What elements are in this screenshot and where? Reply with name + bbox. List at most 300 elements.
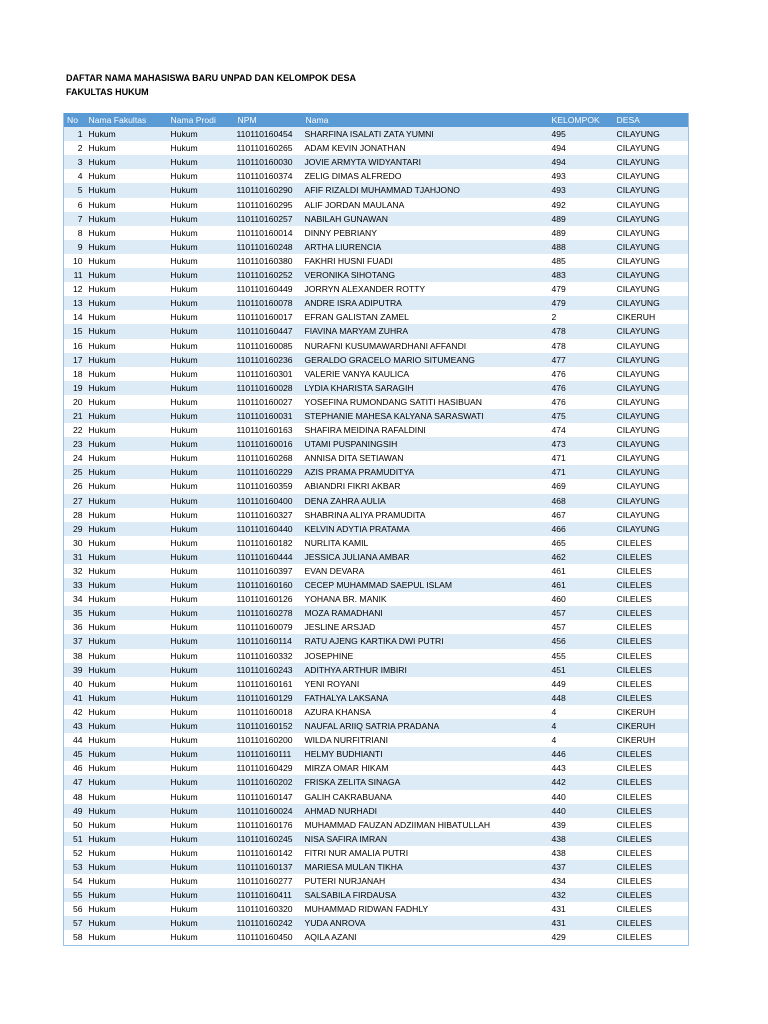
cell-no: 15 [64,324,86,338]
cell-desa: CILELES [614,634,689,648]
cell-npm: 110110160161 [235,677,303,691]
cell-nama-fakultas: Hukum [86,465,168,479]
cell-nama: ADITHYA ARTHUR IMBIRI [303,663,549,677]
cell-kelompok: 485 [549,254,614,268]
cell-nama: ANNISA DITA SETIAWAN [303,451,549,465]
cell-npm: 110110160447 [235,324,303,338]
table-row [64,846,689,860]
cell-npm: 110110160454 [235,127,303,141]
cell-desa: CILAYUNG [614,395,689,409]
cell-kelompok: 475 [549,409,614,423]
cell-no: 11 [64,268,86,282]
cell-nama-prodi: Hukum [168,268,235,282]
cell-nama-prodi: Hukum [168,649,235,663]
cell-kelompok: 446 [549,747,614,761]
cell-nama: MOZA RAMADHANI [303,606,549,620]
cell-nama-fakultas: Hukum [86,494,168,508]
table-row [64,733,689,747]
cell-npm: 110110160277 [235,874,303,888]
cell-nama-prodi: Hukum [168,536,235,550]
cell-nama-prodi: Hukum [168,508,235,522]
cell-no: 45 [64,747,86,761]
cell-nama-prodi: Hukum [168,381,235,395]
cell-desa: CILELES [614,832,689,846]
cell-npm: 110110160359 [235,479,303,493]
cell-nama: NURAFNI KUSUMAWARDHANI AFFANDI [303,339,549,353]
cell-no: 18 [64,367,86,381]
cell-nama: ADAM KEVIN JONATHAN [303,141,549,155]
cell-nama-fakultas: Hukum [86,930,168,945]
cell-kelompok: 431 [549,902,614,916]
cell-no: 55 [64,888,86,902]
table-row [64,677,689,691]
cell-npm: 110110160257 [235,212,303,226]
cell-nama: JOVIE ARMYTA WIDYANTARI [303,155,549,169]
cell-npm: 110110160152 [235,719,303,733]
cell-no: 48 [64,790,86,804]
cell-nama: YOHANA BR. MANIK [303,592,549,606]
cell-npm: 110110160450 [235,930,303,945]
cell-nama-fakultas: Hukum [86,705,168,719]
cell-no: 41 [64,691,86,705]
cell-kelompok: 451 [549,663,614,677]
cell-no: 5 [64,183,86,197]
cell-desa: CILELES [614,564,689,578]
cell-nama-prodi: Hukum [168,550,235,564]
cell-no: 58 [64,930,86,945]
cell-nama: ANDRE ISRA ADIPUTRA [303,296,549,310]
cell-nama-prodi: Hukum [168,874,235,888]
cell-kelompok: 494 [549,155,614,169]
table-row [64,367,689,381]
cell-nama-prodi: Hukum [168,592,235,606]
cell-no: 50 [64,818,86,832]
cell-npm: 110110160126 [235,592,303,606]
cell-kelompok: 455 [549,649,614,663]
cell-no: 34 [64,592,86,606]
cell-kelompok: 495 [549,127,614,141]
cell-nama-prodi: Hukum [168,494,235,508]
table-row [64,832,689,846]
cell-nama: ZELIG DIMAS ALFREDO [303,169,549,183]
cell-nama-fakultas: Hukum [86,747,168,761]
cell-nama-prodi: Hukum [168,663,235,677]
cell-kelompok: 439 [549,818,614,832]
cell-nama-prodi: Hukum [168,832,235,846]
cell-nama: AZIS PRAMA PRAMUDITYA [303,465,549,479]
cell-desa: CIKERUH [614,310,689,324]
cell-nama: NABILAH GUNAWAN [303,212,549,226]
cell-nama-prodi: Hukum [168,254,235,268]
cell-nama-fakultas: Hukum [86,183,168,197]
cell-desa: CILAYUNG [614,437,689,451]
cell-desa: CILAYUNG [614,324,689,338]
cell-kelompok: 476 [549,395,614,409]
cell-desa: CILELES [614,606,689,620]
cell-nama-fakultas: Hukum [86,592,168,606]
cell-npm: 110110160400 [235,494,303,508]
cell-no: 51 [64,832,86,846]
cell-npm: 110110160137 [235,860,303,874]
cell-desa: CILAYUNG [614,451,689,465]
header-nama: Nama [303,113,549,127]
cell-desa: CILAYUNG [614,296,689,310]
cell-nama-fakultas: Hukum [86,536,168,550]
cell-nama-fakultas: Hukum [86,395,168,409]
table-row [64,465,689,479]
cell-kelompok: 473 [549,437,614,451]
cell-nama-prodi: Hukum [168,409,235,423]
cell-nama: STEPHANIE MAHESA KALYANA SARASWATI [303,409,549,423]
cell-desa: CILELES [614,536,689,550]
cell-nama-fakultas: Hukum [86,254,168,268]
cell-nama-prodi: Hukum [168,606,235,620]
cell-npm: 110110160397 [235,564,303,578]
cell-nama: JORRYN ALEXANDER ROTTY [303,282,549,296]
cell-no: 54 [64,874,86,888]
table-row [64,395,689,409]
cell-nama: SALSABILA FIRDAUSA [303,888,549,902]
cell-npm: 110110160160 [235,578,303,592]
cell-npm: 110110160176 [235,818,303,832]
cell-desa: CILELES [614,578,689,592]
cell-nama-fakultas: Hukum [86,240,168,254]
cell-desa: CILAYUNG [614,155,689,169]
cell-nama: YUDA ANROVA [303,916,549,930]
table-row [64,353,689,367]
cell-no: 36 [64,620,86,634]
cell-nama: FIAVINA MARYAM ZUHRA [303,324,549,338]
cell-kelompok: 466 [549,522,614,536]
cell-kelompok: 431 [549,916,614,930]
cell-no: 6 [64,198,86,212]
cell-nama-prodi: Hukum [168,465,235,479]
header-desa: DESA [614,113,689,127]
cell-kelompok: 489 [549,226,614,240]
cell-desa: CILELES [614,663,689,677]
cell-nama-prodi: Hukum [168,804,235,818]
cell-nama-prodi: Hukum [168,846,235,860]
cell-npm: 110110160278 [235,606,303,620]
cell-nama-fakultas: Hukum [86,804,168,818]
cell-no: 53 [64,860,86,874]
cell-nama-prodi: Hukum [168,747,235,761]
cell-kelompok: 457 [549,620,614,634]
header-kelompok: KELOMPOK [549,113,614,127]
cell-npm: 110110160114 [235,634,303,648]
cell-nama-fakultas: Hukum [86,296,168,310]
cell-nama: HELMY BUDHIANTI [303,747,549,761]
table-row [64,212,689,226]
cell-nama-prodi: Hukum [168,367,235,381]
table-row [64,719,689,733]
cell-no: 3 [64,155,86,169]
cell-kelompok: 469 [549,479,614,493]
cell-desa: CILELES [614,860,689,874]
cell-nama-prodi: Hukum [168,733,235,747]
cell-nama: GERALDO GRACELO MARIO SITUMEANG [303,353,549,367]
cell-kelompok: 478 [549,339,614,353]
cell-desa: CIKERUH [614,733,689,747]
cell-npm: 110110160163 [235,423,303,437]
cell-nama-prodi: Hukum [168,522,235,536]
table-row [64,198,689,212]
table-row [64,409,689,423]
cell-desa: CILAYUNG [614,465,689,479]
cell-nama: NURLITA KAMIL [303,536,549,550]
cell-nama-prodi: Hukum [168,310,235,324]
cell-kelompok: 2 [549,310,614,324]
cell-nama-fakultas: Hukum [86,479,168,493]
table-row [64,620,689,634]
cell-npm: 110110160016 [235,437,303,451]
cell-nama: MUHAMMAD FAUZAN ADZIIMAN HIBATULLAH [303,818,549,832]
cell-no: 19 [64,381,86,395]
cell-kelompok: 461 [549,564,614,578]
table-row [64,874,689,888]
cell-nama-fakultas: Hukum [86,902,168,916]
table-row [64,451,689,465]
cell-no: 52 [64,846,86,860]
cell-nama-fakultas: Hukum [86,353,168,367]
cell-nama-prodi: Hukum [168,930,235,945]
cell-kelompok: 474 [549,423,614,437]
cell-kelompok: 479 [549,282,614,296]
cell-kelompok: 478 [549,324,614,338]
cell-npm: 110110160236 [235,353,303,367]
table-row [64,649,689,663]
table-row [64,930,689,945]
cell-nama-fakultas: Hukum [86,169,168,183]
cell-no: 49 [64,804,86,818]
cell-nama-fakultas: Hukum [86,381,168,395]
cell-desa: CILAYUNG [614,479,689,493]
cell-no: 29 [64,522,86,536]
cell-desa: CILAYUNG [614,268,689,282]
cell-nama: FRISKA ZELITA SINAGA [303,775,549,789]
cell-nama-prodi: Hukum [168,790,235,804]
cell-kelompok: 492 [549,198,614,212]
cell-nama: VERONIKA SIHOTANG [303,268,549,282]
cell-kelompok: 477 [549,353,614,367]
cell-no: 31 [64,550,86,564]
cell-desa: CILELES [614,592,689,606]
cell-npm: 110110160242 [235,916,303,930]
cell-kelompok: 460 [549,592,614,606]
cell-nama-prodi: Hukum [168,324,235,338]
table-row [64,437,689,451]
table-row [64,155,689,169]
table-row [64,254,689,268]
cell-npm: 110110160429 [235,761,303,775]
header-nama-fakultas: Nama Fakultas [86,113,168,127]
cell-kelompok: 440 [549,804,614,818]
cell-no: 13 [64,296,86,310]
cell-npm: 110110160031 [235,409,303,423]
cell-nama-fakultas: Hukum [86,324,168,338]
cell-desa: CILAYUNG [614,254,689,268]
cell-nama-prodi: Hukum [168,479,235,493]
cell-nama: NISA SAFIRA IMRAN [303,832,549,846]
cell-no: 32 [64,564,86,578]
document-title: DAFTAR NAMA MAHASISWA BARU UNPAD DAN KELOMPOK DESA [66,73,356,83]
cell-kelompok: 493 [549,183,614,197]
cell-nama-prodi: Hukum [168,127,235,141]
cell-nama-fakultas: Hukum [86,282,168,296]
cell-kelompok: 457 [549,606,614,620]
cell-nama-fakultas: Hukum [86,874,168,888]
cell-nama-prodi: Hukum [168,451,235,465]
cell-desa: CILAYUNG [614,226,689,240]
cell-nama: ALIF JORDAN MAULANA [303,198,549,212]
cell-npm: 110110160200 [235,733,303,747]
table-row [64,324,689,338]
cell-kelompok: 432 [549,888,614,902]
cell-npm: 110110160449 [235,282,303,296]
cell-desa: CILAYUNG [614,353,689,367]
cell-nama-prodi: Hukum [168,761,235,775]
cell-nama: SHARFINA ISALATI ZATA YUMNI [303,127,549,141]
cell-nama-fakultas: Hukum [86,578,168,592]
cell-nama-fakultas: Hukum [86,522,168,536]
cell-npm: 110110160265 [235,141,303,155]
cell-nama-fakultas: Hukum [86,564,168,578]
cell-nama-fakultas: Hukum [86,790,168,804]
cell-no: 17 [64,353,86,367]
cell-nama-fakultas: Hukum [86,818,168,832]
cell-nama-prodi: Hukum [168,155,235,169]
cell-no: 28 [64,508,86,522]
cell-nama-fakultas: Hukum [86,634,168,648]
cell-npm: 110110160295 [235,198,303,212]
cell-npm: 110110160078 [235,296,303,310]
cell-nama: FATHALYA LAKSANA [303,691,549,705]
cell-desa: CILAYUNG [614,381,689,395]
cell-no: 33 [64,578,86,592]
cell-nama: PUTERI NURJANAH [303,874,549,888]
cell-kelompok: 448 [549,691,614,705]
cell-desa: CILAYUNG [614,409,689,423]
cell-npm: 110110160030 [235,155,303,169]
cell-npm: 110110160327 [235,508,303,522]
cell-desa: CILAYUNG [614,282,689,296]
cell-desa: CILAYUNG [614,141,689,155]
cell-nama: AHMAD NURHADI [303,804,549,818]
cell-nama-fakultas: Hukum [86,550,168,564]
cell-nama-fakultas: Hukum [86,423,168,437]
cell-no: 25 [64,465,86,479]
table-row [64,550,689,564]
cell-kelompok: 4 [549,719,614,733]
cell-nama: YOSEFINA RUMONDANG SATITI HASIBUAN [303,395,549,409]
cell-no: 39 [64,663,86,677]
cell-no: 44 [64,733,86,747]
cell-nama: AFIF RIZALDI MUHAMMAD TJAHJONO [303,183,549,197]
cell-no: 57 [64,916,86,930]
cell-kelompok: 479 [549,296,614,310]
table-row [64,691,689,705]
cell-nama-prodi: Hukum [168,226,235,240]
cell-no: 21 [64,409,86,423]
cell-nama-prodi: Hukum [168,916,235,930]
table-row [64,606,689,620]
cell-kelompok: 483 [549,268,614,282]
cell-kelompok: 443 [549,761,614,775]
cell-npm: 110110160142 [235,846,303,860]
table-row [64,240,689,254]
cell-desa: CILAYUNG [614,183,689,197]
cell-npm: 110110160018 [235,705,303,719]
cell-kelompok: 437 [549,860,614,874]
student-table [63,113,689,946]
cell-nama-prodi: Hukum [168,282,235,296]
cell-npm: 110110160320 [235,902,303,916]
cell-npm: 110110160017 [235,310,303,324]
cell-npm: 110110160440 [235,522,303,536]
cell-nama: MARIESA MULAN TIKHA [303,860,549,874]
cell-desa: CILELES [614,550,689,564]
cell-npm: 110110160332 [235,649,303,663]
cell-desa: CILAYUNG [614,508,689,522]
cell-nama-fakultas: Hukum [86,677,168,691]
cell-nama: RATU AJENG KARTIKA DWI PUTRI [303,634,549,648]
cell-no: 7 [64,212,86,226]
cell-npm: 110110160202 [235,775,303,789]
cell-npm: 110110160229 [235,465,303,479]
cell-no: 42 [64,705,86,719]
cell-kelompok: 429 [549,930,614,945]
cell-desa: CIKERUH [614,705,689,719]
cell-kelompok: 471 [549,451,614,465]
cell-nama-fakultas: Hukum [86,339,168,353]
cell-kelompok: 494 [549,141,614,155]
cell-kelompok: 456 [549,634,614,648]
cell-desa: CILELES [614,761,689,775]
faculty-subtitle: FAKULTAS HUKUM [66,87,149,97]
table-row [64,916,689,930]
cell-nama: CECEP MUHAMMAD SAEPUL ISLAM [303,578,549,592]
cell-desa: CILELES [614,804,689,818]
cell-nama-prodi: Hukum [168,818,235,832]
cell-nama-fakultas: Hukum [86,127,168,141]
cell-nama-fakultas: Hukum [86,155,168,169]
cell-nama-prodi: Hukum [168,719,235,733]
cell-npm: 110110160028 [235,381,303,395]
table-row [64,663,689,677]
cell-npm: 110110160245 [235,832,303,846]
cell-desa: CILELES [614,930,689,945]
cell-nama-fakultas: Hukum [86,846,168,860]
cell-desa: CILELES [614,649,689,663]
cell-nama-prodi: Hukum [168,888,235,902]
cell-npm: 110110160182 [235,536,303,550]
cell-nama-prodi: Hukum [168,902,235,916]
cell-kelompok: 471 [549,465,614,479]
cell-npm: 110110160290 [235,183,303,197]
cell-no: 35 [64,606,86,620]
cell-desa: CILAYUNG [614,198,689,212]
cell-nama-prodi: Hukum [168,437,235,451]
cell-desa: CILELES [614,677,689,691]
cell-nama-fakultas: Hukum [86,649,168,663]
cell-desa: CILELES [614,818,689,832]
cell-npm: 110110160444 [235,550,303,564]
cell-nama-prodi: Hukum [168,564,235,578]
cell-nama-prodi: Hukum [168,395,235,409]
cell-nama: JESSICA JULIANA AMBAR [303,550,549,564]
cell-nama-fakultas: Hukum [86,733,168,747]
cell-npm: 110110160243 [235,663,303,677]
